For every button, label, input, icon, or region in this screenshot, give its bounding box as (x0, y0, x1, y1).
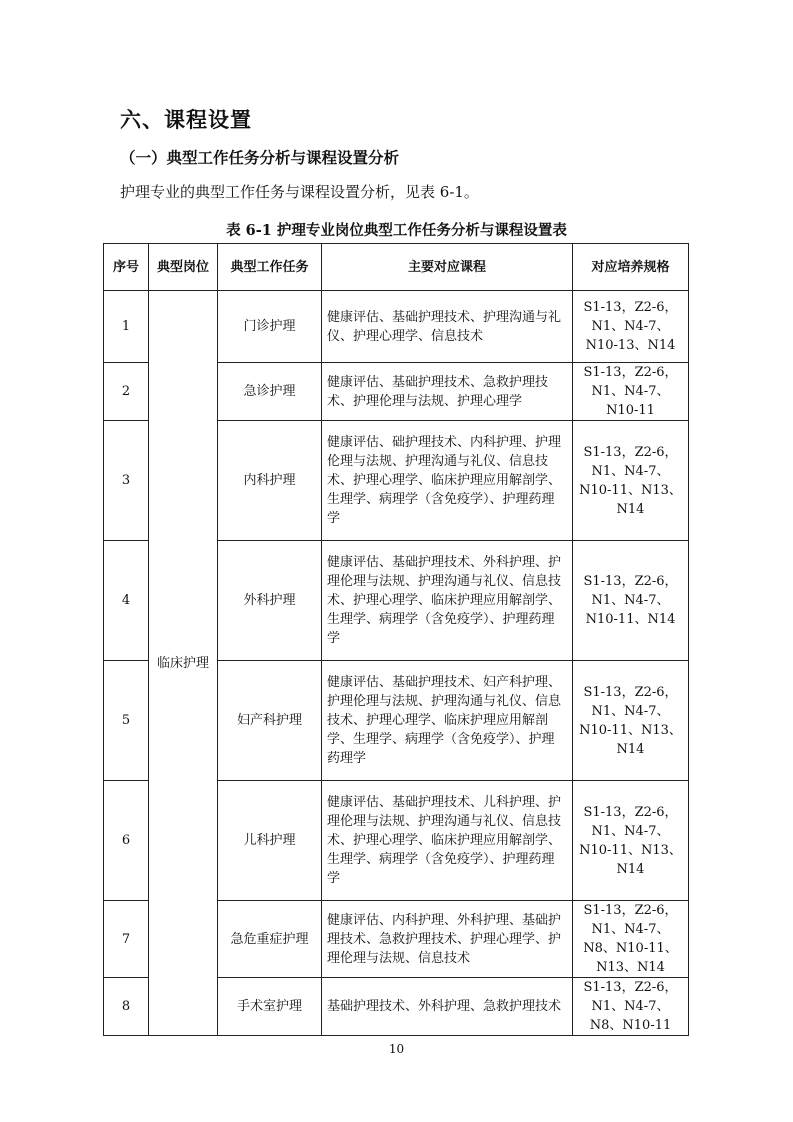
row-number: 7 (104, 901, 149, 978)
table-row (104, 291, 689, 363)
row-number: 1 (104, 291, 149, 363)
course-analysis-table (103, 243, 689, 1036)
task-cell: 急危重症护理 (218, 901, 322, 978)
row-number: 2 (104, 363, 149, 421)
page-number: 10 (388, 1042, 405, 1056)
standards-cell: S1-13，Z2-6，N1、N4-7、N10-11、N14 (573, 541, 689, 661)
task-cell: 急诊护理 (218, 363, 322, 421)
task-cell: 内科护理 (218, 421, 322, 541)
standards-cell: S1-13，Z2-6，N1、N4-7、N8、N10-11、N13、N14 (573, 901, 689, 978)
courses-cell: 健康评估、基础护理技术、外科护理、护理伦理与法规、护理沟通与礼仪、信息技术、护理心理学、临床护理应用解剖学、生理学、病理学（含免疫学）、护理药理学 (322, 541, 573, 661)
courses-cell: 健康评估、内科护理、外科护理、基础护理技术、急救护理技术、护理心理学、护理伦理与法规、信息技术 (322, 901, 573, 978)
task-cell: 外科护理 (218, 541, 322, 661)
standards-cell: S1-13，Z2-6，N1、N4-7、N10-11、N13、N14 (573, 421, 689, 541)
courses-cell: 健康评估、基础护理技术、儿科护理、护理伦理与法规、护理沟通与礼仪、信息技术、护理心理学、临床护理应用解剖学、生理学、病理学（含免疫学）、护理药理学 (322, 781, 573, 901)
row-number: 6 (104, 781, 149, 901)
header-task: 典型工作任务 (218, 244, 322, 291)
row-number: 8 (104, 978, 149, 1036)
table-caption: 表 6-1 护理专业岗位典型工作任务分析与课程设置表 (226, 222, 567, 239)
courses-cell: 健康评估、础护理技术、内科护理、护理伦理与法规、护理沟通与礼仪、信息技术、护理心理学、临床护理应用解剖学、生理学、病理学（含免疫学）、护理药理学 (322, 421, 573, 541)
intro-paragraph: 护理专业的典型工作任务与课程设置分析，见表 6-1。 (120, 183, 479, 201)
subsection-title: （一）典型工作任务分析与课程设置分析 (120, 149, 400, 167)
courses-cell: 健康评估、基础护理技术、急救护理技术、护理伦理与法规、护理心理学 (322, 363, 573, 421)
task-cell: 妇产科护理 (218, 661, 322, 781)
table-header-row (104, 244, 689, 291)
courses-cell: 健康评估、基础护理技术、妇产科护理、护理伦理与法规、护理沟通与礼仪、信息技术、护理心理学、临床护理应用解剖学、生理学、病理学（含免疫学）、护理药理学 (322, 661, 573, 781)
header-num: 序号 (104, 244, 149, 291)
section-title: 六、课程设置 (120, 108, 252, 132)
task-cell: 手术室护理 (218, 978, 322, 1036)
standards-cell: S1-13，Z2-6，N1、N4-7、N10-11 (573, 363, 689, 421)
row-number: 3 (104, 421, 149, 541)
post-cell: 临床护理 (149, 291, 218, 1036)
standards-cell: S1-13，Z2-6，N1、N4-7、N10-11、N13、N14 (573, 781, 689, 901)
courses-cell: 基础护理技术、外科护理、急救护理技术 (322, 978, 573, 1036)
row-number: 4 (104, 541, 149, 661)
task-cell: 门诊护理 (218, 291, 322, 363)
standards-cell: S1-13，Z2-6，N1、N4-7、N8、N10-11 (573, 978, 689, 1036)
courses-cell: 健康评估、基础护理技术、护理沟通与礼仪、护理心理学、信息技术 (322, 291, 573, 363)
header-standards: 对应培养规格 (573, 244, 689, 291)
task-cell: 儿科护理 (218, 781, 322, 901)
standards-cell: S1-13，Z2-6，N1、N4-7、N10-13、N14 (573, 291, 689, 363)
header-courses: 主要对应课程 (322, 244, 573, 291)
header-post: 典型岗位 (149, 244, 218, 291)
standards-cell: S1-13，Z2-6，N1、N4-7、N10-11、N13、N14 (573, 661, 689, 781)
row-number: 5 (104, 661, 149, 781)
